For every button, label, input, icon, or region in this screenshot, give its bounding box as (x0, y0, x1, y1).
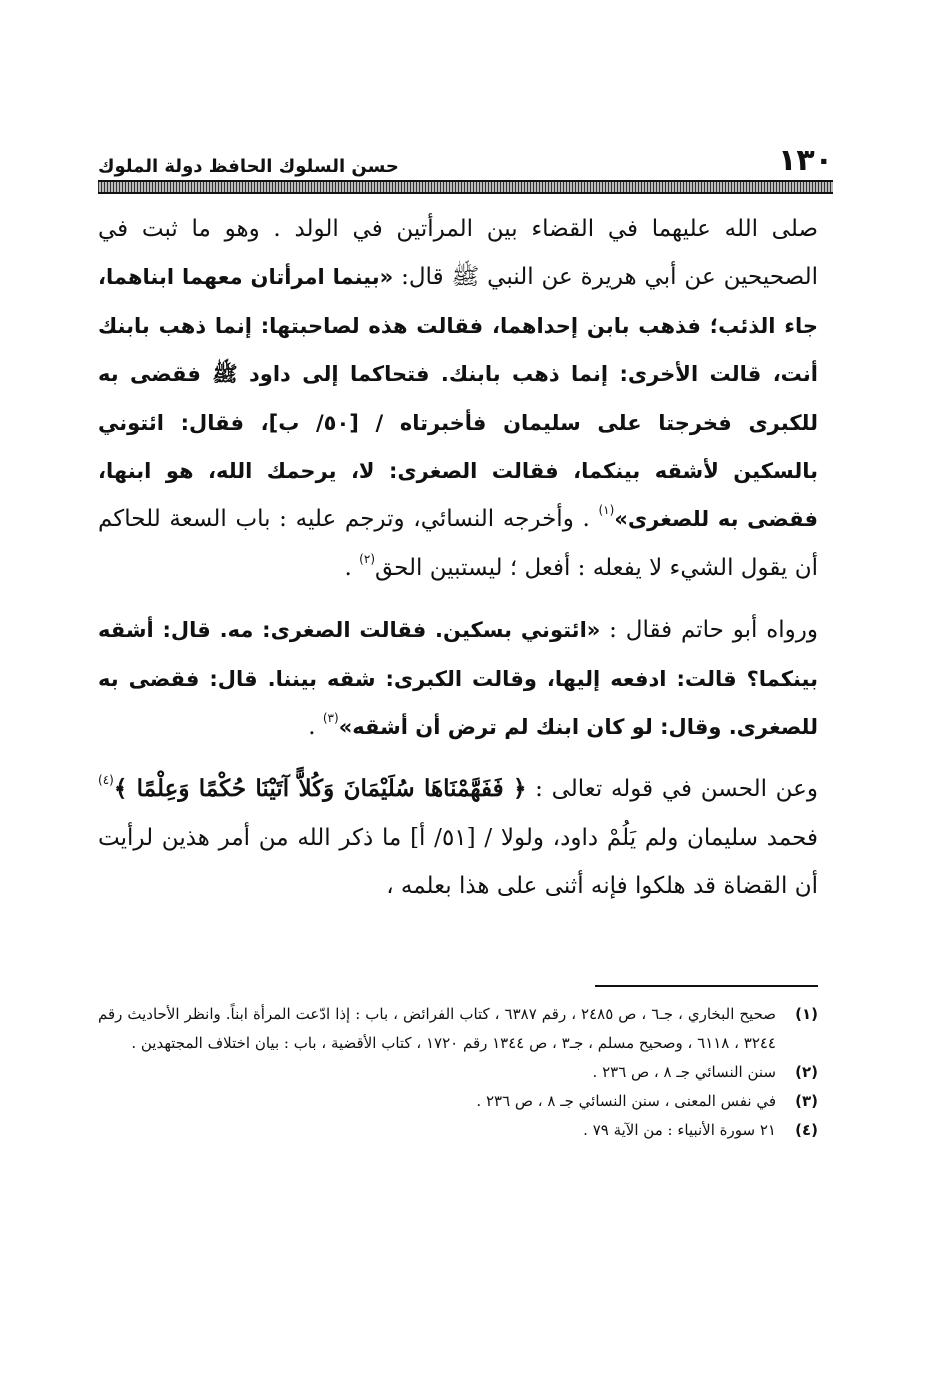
footnote-ref-4: (٤) (98, 773, 114, 788)
footnote-number: (٤) (795, 1121, 818, 1139)
running-head (98, 136, 833, 176)
footnote-text: صحيح البخاري ، جـ٦ ، ص ٢٤٨٥ ، رقم ٦٣٨٧ ، كتاب الفرائض ، باب : إذا ادّعت المرأة ابناً. وانظر الأحاديث رقم ٣٢٤٤ ، ٦١١٨ ، وصحيح مسلم ، جـ٣ ، ص ١٣٤٤ رقم ١٧٢٠ ، كتاب الأقضية ، باب : بيان اختلاف المجتهدين . (98, 1005, 776, 1052)
footnote-ref-2: (٢) (359, 551, 375, 566)
paragraph-1-text-c: . (344, 554, 360, 581)
footnotes (98, 1000, 818, 1145)
paragraph-1-text-a: صلى الله عليهما في القضاء بين المرأتين في الولد . وهو ما ثبت في الصحيحين عن أبي هريرة عن النبي ﷺ قال: (98, 216, 819, 291)
paragraph-3-text-b: فحمد سليمان ولم يَلُمْ داود، ولولا / [٥١/ أ] ما ذكر الله من أمر هذين لرأيت أن القضاة قد هلكوا فإنه أثنى على هذا بعلمه ، (98, 824, 818, 900)
book-title: حسن السلوك الحافظ دولة الملوك (98, 156, 399, 177)
paragraph-2-text-b: . (308, 714, 323, 741)
footnote-ref-3: (٣) (322, 711, 339, 726)
footnote-text: ٢١ سورة الأنبياء : من الآية ٧٩ . (583, 1121, 776, 1139)
hadith-quote-1: «بينما امرأتان معهما ابناهما، جاء الذئب؛ فذهب بابن إحداهما، فقالت هذه لصاحبتها: إنما ذهب بابنك أنت، قالت الأخرى: إنما ذهب بابنك. فتحاكما إلى داود ﷺ فقضى به للكبرى فخرجتا على سليمان فأخبرتاه / [٥٠/ ب]، فقال: ائتوني بالسكين لأشقه بينكما، فقالت الصغرى: لا، يرحمك الله، هو ابنها، فقضى به للصغرى» (98, 265, 818, 532)
quran-verse: ﴿ فَفَهَّمْنَاهَا سُلَيْمَانَ وَكُلاًّ آتَيْنَا حُكْمًا وَعِلْمًا ﴾ (113, 775, 527, 803)
paragraph-1 (98, 205, 818, 592)
footnote-text: سنن النسائي جـ ٨ ، ص ٢٣٦ . (592, 1063, 776, 1081)
paragraph-3 (98, 765, 818, 910)
main-text (98, 205, 818, 911)
footnote-number: (١) (795, 1005, 818, 1023)
footnote-3 (98, 1087, 818, 1116)
page-number: ١٣٠ (778, 143, 833, 178)
footnote-rule (595, 985, 818, 987)
footnote-number: (٣) (795, 1092, 818, 1110)
footnote-2 (98, 1058, 818, 1087)
header-rule (98, 180, 833, 194)
footnote-4 (98, 1116, 818, 1145)
hadith-quote-2: «ائتوني بسكين. فقالت الصغرى: مه. قال: أشقه بينكما؟ قالت: ادفعه إليها، وقالت الكبرى: شقه بيننا. قال: فقضى به للصغرى. وقال: لو كان ابنك لم ترض أن أشقه» (98, 618, 818, 740)
footnote-text: في نفس المعنى ، سنن النسائي جـ ٨ ، ص ٢٣٦ . (476, 1092, 776, 1110)
paragraph-1-text-b: . وأخرجه النسائي، وترجم عليه : باب السعة للحاكم أن يقول الشيء لا يفعله : أفعل ؛ ليستبين الحق (98, 506, 818, 581)
paragraph-2 (98, 606, 818, 751)
footnote-ref-1: (١) (598, 503, 615, 518)
paragraph-3-text-a: وعن الحسن في قوله تعالى : (526, 776, 818, 803)
footnote-1 (98, 1000, 818, 1058)
footnote-number: (٢) (795, 1063, 818, 1081)
paragraph-2-text-a: ورواه أبو حاتم فقال : (600, 617, 818, 644)
